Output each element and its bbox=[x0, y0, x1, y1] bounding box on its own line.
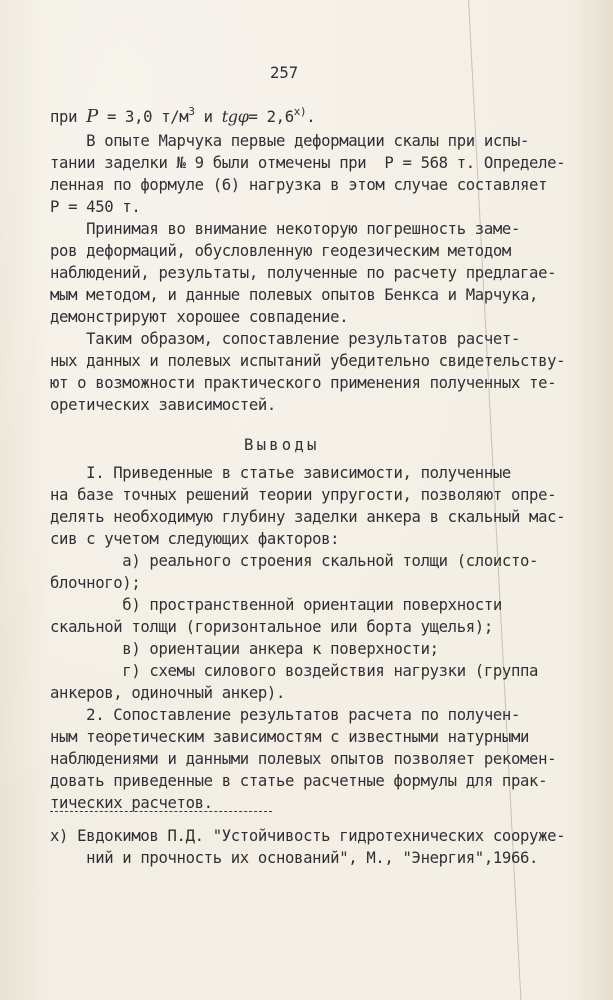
formula-p-symbol: P bbox=[86, 106, 98, 127]
conclusion-1-item-c: в) ориентации анкера к поверхности; bbox=[50, 640, 439, 658]
conclusion-1-line-3: делять необходимую глубину заделки анкера в скальный мас- bbox=[50, 508, 566, 526]
formula-p-value: = 3,0 т/м bbox=[97, 108, 189, 126]
paragraph-2-line-5: демонстрируют хорошее совпадение. bbox=[50, 308, 349, 326]
conclusion-1-item-b-cont: скальной толщи (горизонтальное или борта ущелья); bbox=[50, 618, 493, 636]
page-number: 257 bbox=[270, 64, 299, 82]
formula-tan-symbol: tgφ bbox=[221, 107, 249, 126]
footnote-line-2: ний и прочность их оснований", М., "Энергия",1966. bbox=[50, 849, 539, 867]
paragraph-2-line-3: наблюдений, результаты, полученные по расчету предлагае- bbox=[50, 264, 557, 282]
conclusion-1-item-d-cont: анкеров, одиночный анкер). bbox=[50, 684, 285, 702]
paragraph-2-line-4: мым методом, и данные полевых опытов Бенкса и Марчука, bbox=[50, 286, 539, 304]
footnote-separator bbox=[50, 811, 272, 812]
conclusion-1-line-1: I. Приведенные в статье зависимости, полученные bbox=[50, 464, 511, 482]
paragraph-3-line-2: ных данных и полевых испытаний убедительно свидетельству- bbox=[50, 352, 566, 370]
formula-p-exponent: 3 bbox=[188, 105, 195, 118]
conclusion-2-line-4: довать приведенные в статье расчетные формулы для прак- bbox=[50, 772, 548, 790]
paragraph-3-line-4: оретических зависимостей. bbox=[50, 396, 276, 414]
formula-tan-value: = 2,6 bbox=[248, 108, 294, 126]
paragraph-1-line-1: В опыте Марчука первые деформации скалы при испы- bbox=[50, 132, 530, 150]
formula-end: . bbox=[306, 108, 316, 126]
conclusion-1-line-2: на базе точных решений теории упругости, позволяют опре- bbox=[50, 486, 557, 504]
conclusion-1-item-d: г) схемы силового воздействия нагрузки (группа bbox=[50, 662, 539, 680]
paragraph-2-line-1: Принимая во внимание некоторую погрешность заме- bbox=[50, 220, 520, 238]
conclusion-2-line-5: тических расчетов. bbox=[50, 794, 213, 812]
conclusion-1-item-b: б) пространственной ориентации поверхности bbox=[50, 596, 502, 614]
paragraph-3-line-3: ют о возможности практического применения полученных те- bbox=[50, 374, 557, 392]
footnote-line-1: x) Евдокимов П.Д. "Устойчивость гидротехнических сооруже- bbox=[50, 827, 566, 845]
formula-prefix: при bbox=[50, 108, 87, 126]
formula-footnote-mark: x) bbox=[293, 105, 307, 118]
conclusion-2-line-2: ным теоретическим зависимостям с известными натурными bbox=[50, 728, 530, 746]
paragraph-1-line-3: ленная по формуле (6) нагрузка в этом случае составляет bbox=[50, 176, 548, 194]
paragraph-1-line-2: тании заделки № 9 были отмечены при P = 568 т. Определе- bbox=[50, 154, 566, 172]
conclusion-1-line-4: сив с учетом следующих факторов: bbox=[50, 530, 340, 548]
conclusion-2-line-3: наблюдениями и данными полевых опытов позволяет рекомен- bbox=[50, 750, 557, 768]
conclusion-1-item-a-cont: блочного); bbox=[50, 574, 141, 592]
conclusions-title: Выводы bbox=[244, 436, 320, 454]
paragraph-1-line-4: P = 450 т. bbox=[50, 198, 141, 216]
conclusion-1-item-a: а) реального строения скальной толщи (слоисто- bbox=[50, 552, 539, 570]
formula-line bbox=[50, 107, 315, 129]
paragraph-2-line-2: ров деформаций, обусловленную геодезическим методом bbox=[50, 242, 511, 260]
formula-mid: и bbox=[194, 108, 222, 126]
paragraph-3-line-1: Таким образом, сопоставление результатов расчет- bbox=[50, 330, 520, 348]
conclusion-2-line-1: 2. Сопоставление результатов расчета по получен- bbox=[50, 706, 520, 724]
